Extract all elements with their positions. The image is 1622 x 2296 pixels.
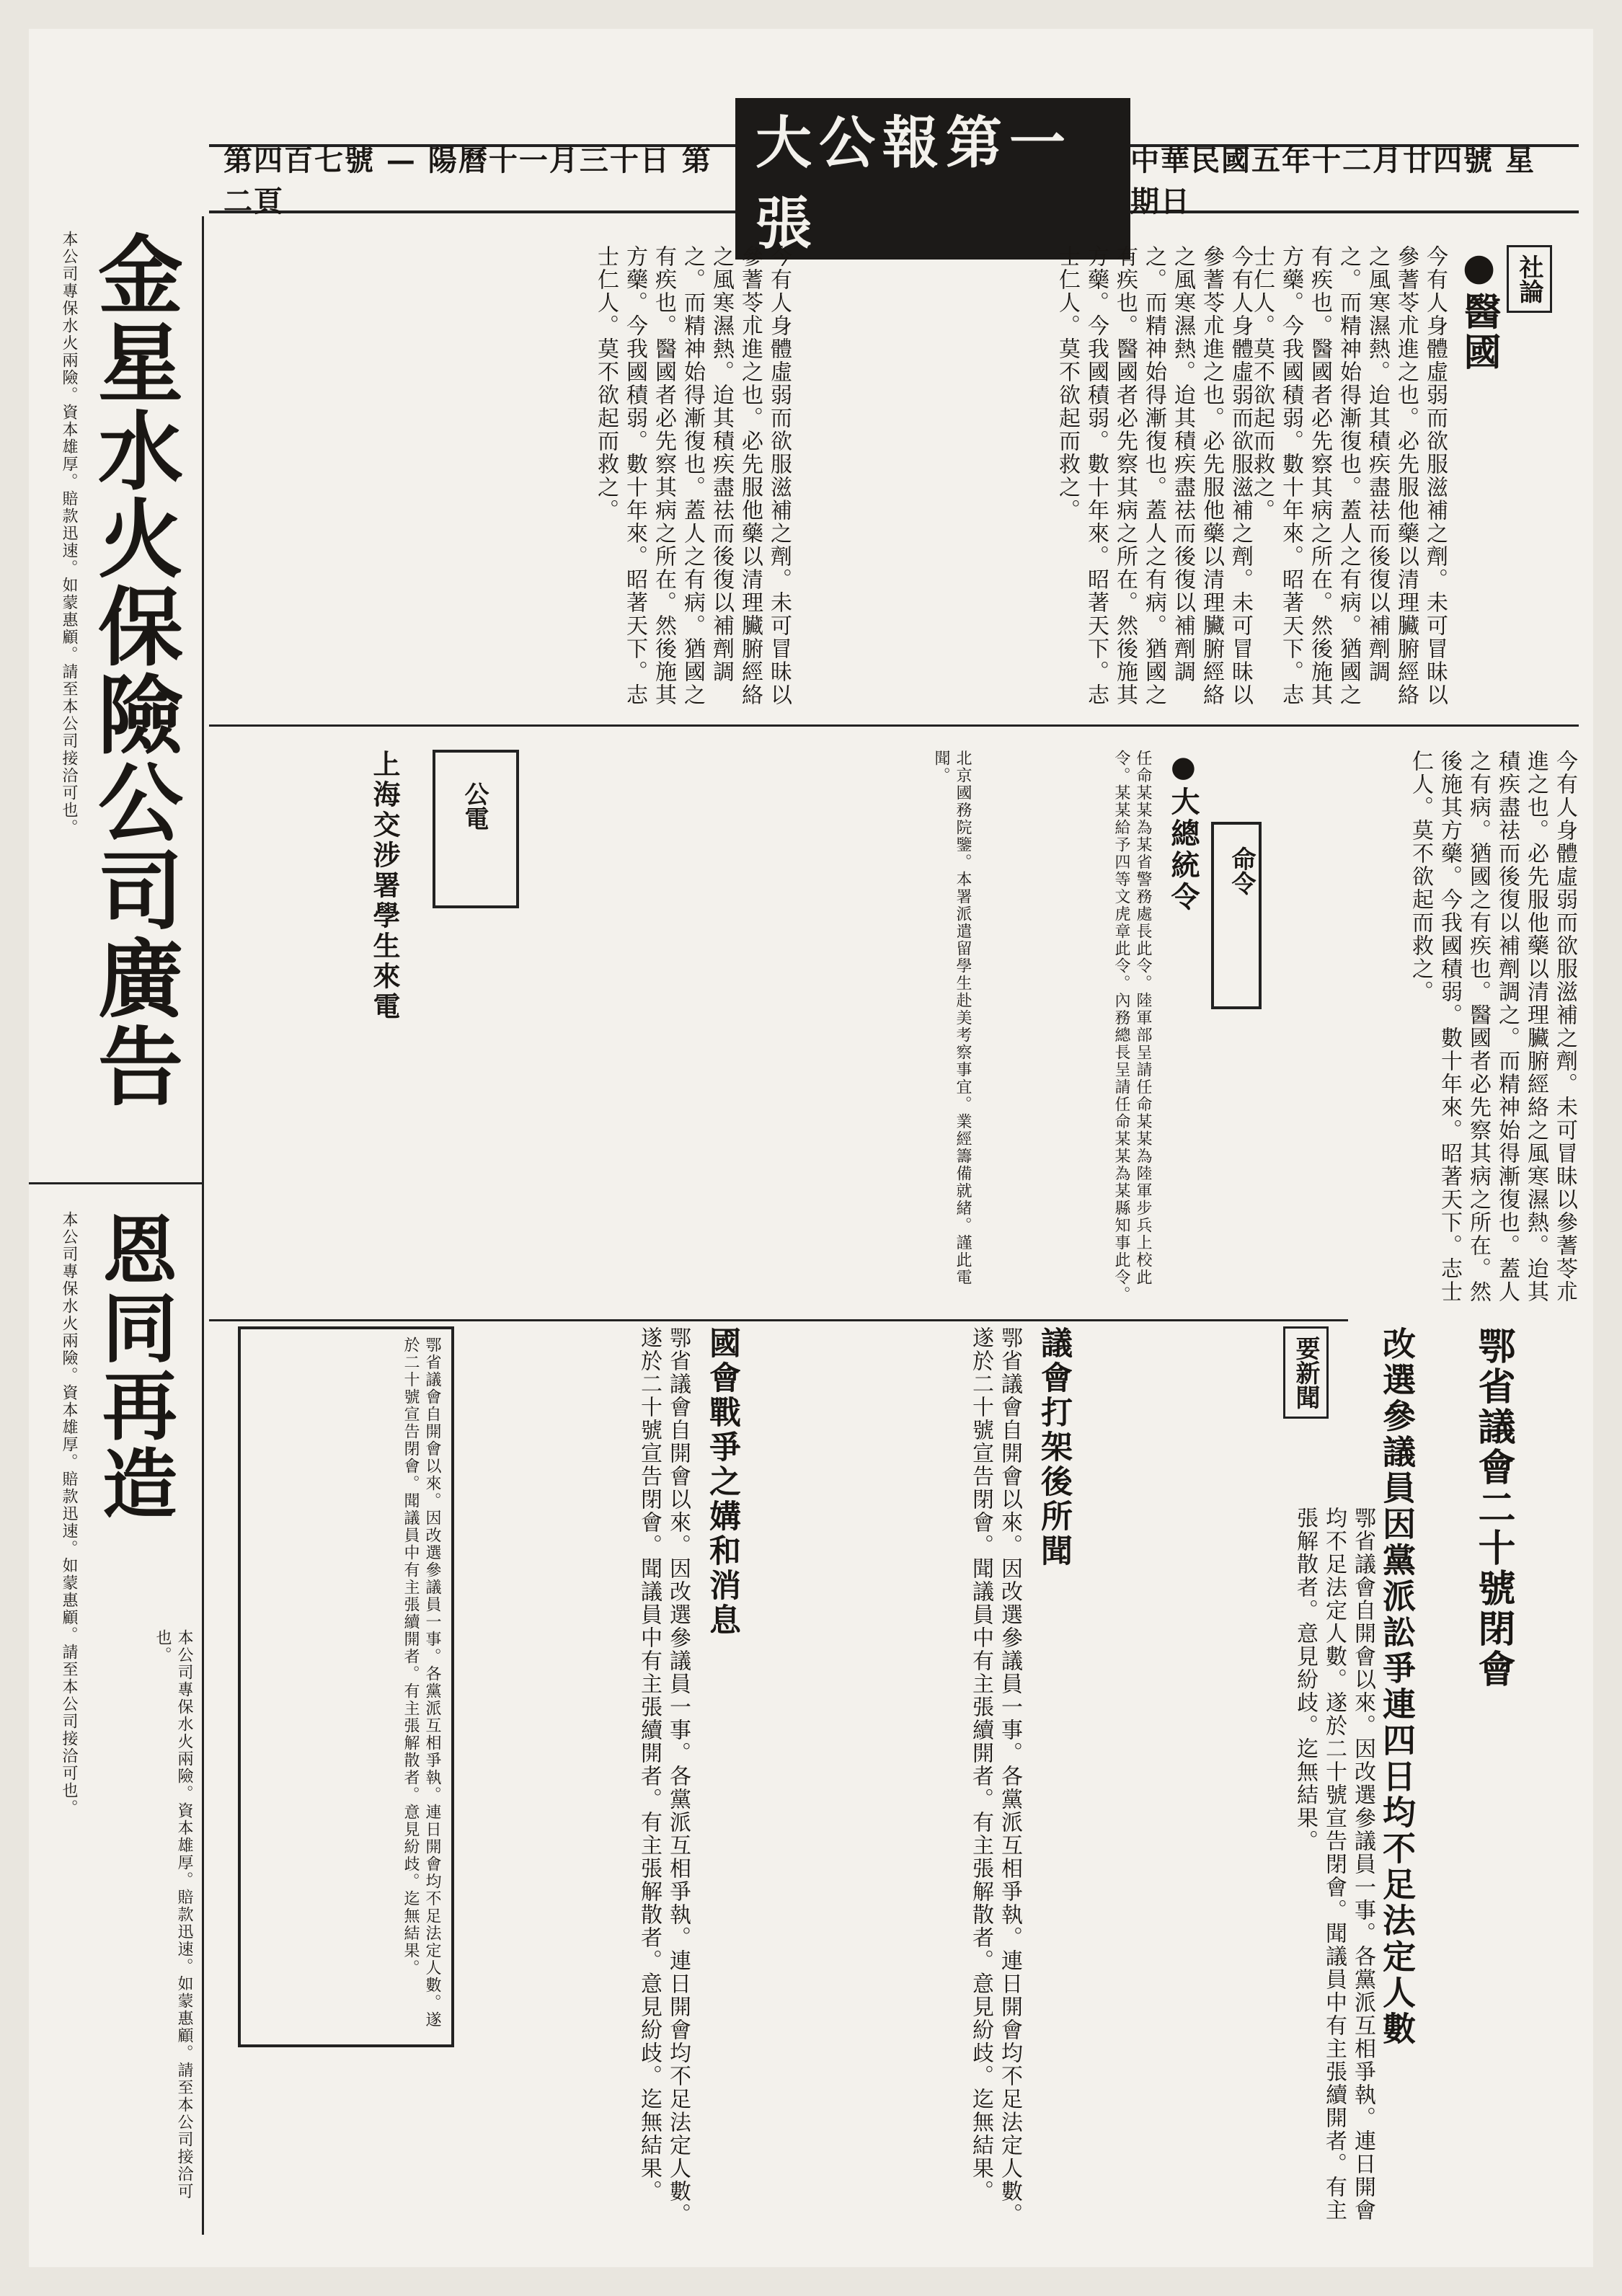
editorial-body-2: 今有人身體虛弱而欲服滋補之劑。未可冒昧以參蓍苓朮進之也。必先服他藥以清理臟腑經絡之風寒濕熱。迨其積疾盡祛而後復以補劑調之。而精神始得漸復也。蓋人之有病。猶國之有疾也。醫國者必先察其病之所在。然後施其方藥。今我國積弱。數十年來。昭著天下。志士仁人。莫不欲起而救之。 [1055, 245, 1253, 706]
masthead-issue: 第四百七號 — 陽曆十一月三十日 第二頁 [223, 143, 712, 218]
editorial-title: ● 醫國 [1456, 245, 1501, 389]
news-headline-4: 國會戰爭之媾和消息 [704, 1326, 740, 1638]
ad-lost-found: 恩同再造 [89, 1211, 178, 1522]
masthead [209, 110, 1579, 257]
ad-rule [29, 1182, 202, 1184]
telegram-title: 上海交涉署學生來電 [368, 750, 401, 1022]
decrees-body: 任命某某為某省警務處長此令。陸軍部呈請任命某某為陸軍步兵上校此令。某某給予四等文虎章此令。內務總長呈請任命某某為某縣知事此令。 [1112, 750, 1152, 1303]
section-rule-2 [209, 1319, 1348, 1321]
ad-fire-small-print: 本公司專保水火兩險。資本雄厚。賠款迅速。如蒙惠顧。請至本公司接洽可也。 [60, 231, 78, 836]
ad-lost-small-print: 本公司專保水火兩險。資本雄厚。賠款迅速。如蒙惠顧。請至本公司接洽可也。 [60, 1211, 78, 1817]
notice-box [238, 1326, 454, 2047]
ad-fire-insurance: 金星水火保險公司廣告 [84, 231, 184, 1110]
telegram-body: 北京國務院鑒。本署派遣留學生赴美考察事宜。業經籌備就緒。謹此電聞。 [932, 750, 972, 1286]
news-body-3: 鄂省議會自開會以來。因改選參議員一事。各黨派互相爭執。連日開會均不足法定人數。遂於二十號宣告閉會。聞議員中有主張續開者。有主張解散者。意見紛歧。迄無結果。 [637, 1326, 691, 2226]
news-tag: 要新聞 [1283, 1326, 1329, 1419]
masthead-title: 大公報第一張 [735, 98, 1130, 260]
telegram-tag-box [433, 750, 519, 908]
decrees-tag-box [1211, 822, 1262, 1009]
editorial-tag: 社論 [1507, 245, 1552, 313]
editorial-body-3: 今有人身體虛弱而欲服滋補之劑。未可冒昧以參蓍苓朮進之也。必先服他藥以清理臟腑經絡之風寒濕熱。迨其積疾盡祛而後復以補劑調之。而精神始得漸復也。蓋人之有病。猶國之有疾也。醫國者必先察其病之所在。然後施其方藥。今我國積弱。數十年來。昭著天下。志士仁人。莫不欲起而救之。 [593, 245, 792, 706]
decrees-title: ● 大總統令 [1161, 750, 1205, 937]
news-headline-3: 議會打架後所聞 [1035, 1326, 1072, 1569]
news-headline-1: 鄂省議會二十號閉會 [1471, 1326, 1515, 1690]
ad-lost-body: 本公司專保水火兩險。資本雄厚。賠款迅速。如蒙惠顧。請至本公司接洽可也。 [154, 1629, 193, 2200]
editorial-continued: 今有人身體虛弱而欲服滋補之劑。未可冒昧以參蓍苓朮進之也。必先服他藥以清理臟腑經絡之風寒濕熱。迨其積疾盡祛而後復以補劑調之。而精神始得漸復也。蓋人之有病。猶國之有疾也。醫國者必先察其病之所在。然後施其方藥。今我國積弱。數十年來。昭著天下。志士仁人。莫不欲起而救之。 [1408, 750, 1577, 1303]
news-body-2: 鄂省議會自開會以來。因改選參議員一事。各黨派互相爭執。連日開會均不足法定人數。遂於二十號宣告閉會。聞議員中有主張續開者。有主張解散者。意見紛歧。迄無結果。 [968, 1326, 1022, 2226]
editorial-body-1: 今有人身體虛弱而欲服滋補之劑。未可冒昧以參蓍苓朮進之也。必先服他藥以清理臟腑經絡之風寒濕熱。迨其積疾盡祛而後復以補劑調之。而精神始得漸復也。蓋人之有病。猶國之有疾也。醫國者必先察其病之所在。然後施其方藥。今我國積弱。數十年來。昭著天下。志士仁人。莫不欲起而救之。 [1249, 245, 1448, 706]
decrees-tag: 命令 [1227, 846, 1256, 895]
news-body-1: 鄂省議會自開會以來。因改選參議員一事。各黨派互相爭執。連日開會均不足法定人數。遂於二十號宣告閉會。聞議員中有主張續開者。有主張解散者。意見紛歧。迄無結果。 [1293, 1507, 1375, 2222]
newspaper-page [29, 29, 1593, 2267]
telegram-tag: 公電 [460, 781, 489, 830]
section-rule [209, 724, 1579, 727]
news-headline-2: 改選參議員因黨派訟爭連四日均不足法定人數 [1378, 1326, 1417, 2047]
notice-body: 鄂省議會自開會以來。因改選參議員一事。各黨派互相爭執。連日開會均不足法定人數。遂於二十號宣告閉會。聞議員中有主張續開者。有主張解散者。意見紛歧。迄無結果。 [402, 1337, 441, 2029]
ad-column-rule [202, 216, 204, 2235]
masthead-date: 中華民國五年十二月廿四號 星期日 [1130, 143, 1535, 218]
